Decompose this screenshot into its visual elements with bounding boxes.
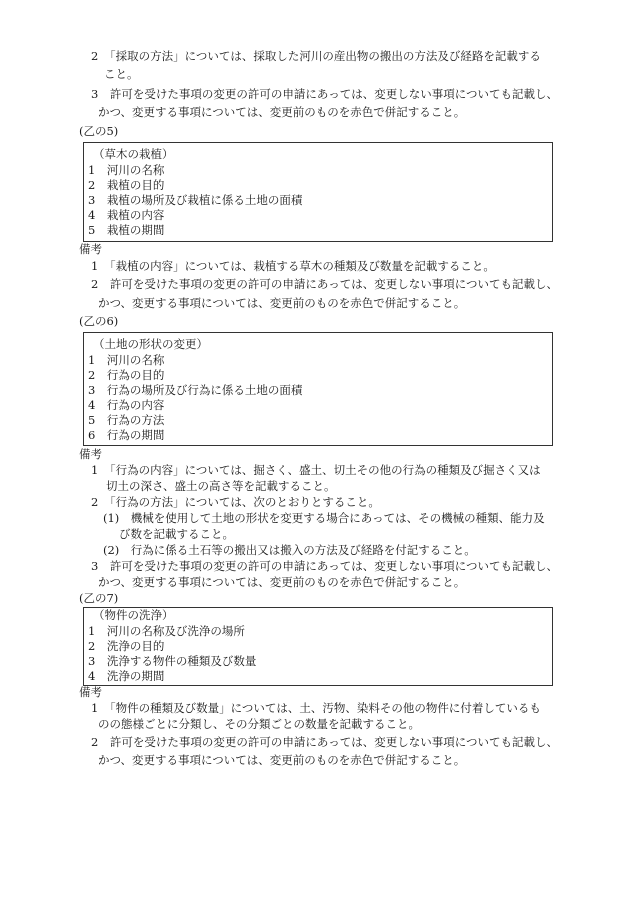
box-row: 1 河川の名称 [88, 163, 165, 177]
box-heading: （土地の形状の変更） [93, 337, 208, 351]
remark-line: 2 許可を受けた事項の変更の許可の申請にあっては、変更しない事項についても記載し、 [91, 277, 558, 291]
intro-item-2-line-2: こと。 [104, 67, 139, 81]
box-row: 1 河川の名称及び洗浄の場所 [88, 624, 245, 638]
form-box-land-shape [83, 332, 553, 446]
remark-line: かつ、変更する事項については、変更前のものを赤色で併記すること。 [98, 753, 466, 767]
remarks-title: 備考 [79, 685, 102, 699]
box-row: 5 行為の方法 [88, 413, 165, 427]
remark-line: (1) 機械を使用して土地の形状を変更する場合にあっては、その機械の種類、能力及 [103, 511, 545, 525]
intro-item-3-line-2: かつ、変更する事項については、変更前のものを赤色で併記すること。 [98, 105, 466, 119]
box-row: 4 洗浄の期間 [88, 669, 165, 683]
box-row: 3 行為の場所及び行為に係る土地の面積 [88, 383, 303, 397]
box-row: 6 行為の期間 [88, 428, 165, 442]
remark-line: 2 許可を受けた事項の変更の許可の申請にあっては、変更しない事項についても記載し、 [91, 735, 558, 749]
remark-line: 2 「行為の方法」については、次のとおりとすること。 [91, 495, 380, 509]
form-box-washing [83, 607, 553, 686]
remark-line: 1 「行為の内容」については、掘さく、盛土、切土その他の行為の種類及び掘さく又は [91, 463, 541, 477]
section-label: (乙の6) [79, 314, 119, 328]
box-row: 2 栽植の目的 [88, 178, 165, 192]
box-heading: （物件の洗浄） [93, 608, 174, 622]
remark-line: かつ、変更する事項については、変更前のものを赤色で併記すること。 [98, 575, 466, 589]
section-label: (乙の5) [79, 124, 119, 138]
intro-item-3-line-1: 3 許可を受けた事項の変更の許可の申請にあっては、変更しない事項についても記載し、 [91, 87, 558, 101]
remarks-title: 備考 [79, 447, 102, 461]
box-row: 2 行為の目的 [88, 368, 165, 382]
box-row: 1 河川の名称 [88, 353, 165, 367]
remark-line: のの態様ごとに分類し、その分類ごとの数量を記載すること。 [98, 717, 420, 731]
remark-line: び数を記載すること。 [119, 527, 234, 541]
box-row: 3 栽植の場所及び栽植に係る土地の面積 [88, 193, 303, 207]
box-row: 5 栽植の期間 [88, 223, 165, 237]
remarks-title: 備考 [79, 242, 102, 256]
box-heading: （草木の栽植） [93, 147, 174, 161]
form-box-planting [83, 142, 553, 242]
box-row: 2 洗浄の目的 [88, 639, 165, 653]
remark-line: 切土の深さ、盛土の高さ等を記載すること。 [106, 479, 336, 493]
intro-item-2-line-1: 2 「採取の方法」については、採取した河川の産出物の搬出の方法及び経路を記載する [91, 49, 541, 63]
remark-line: 1 「栽植の内容」については、栽植する草木の種類及び数量を記載すること。 [91, 259, 495, 273]
box-row: 3 洗浄する物件の種類及び数量 [88, 654, 257, 668]
remark-line: (2) 行為に係る土石等の搬出又は搬入の方法及び経路を付記すること。 [103, 543, 476, 557]
remark-line: かつ、変更する事項については、変更前のものを赤色で併記すること。 [98, 296, 466, 310]
remark-line: 3 許可を受けた事項の変更の許可の申請にあっては、変更しない事項についても記載し、 [91, 559, 558, 573]
section-label: (乙の7) [79, 591, 119, 605]
box-row: 4 行為の内容 [88, 398, 165, 412]
remark-line: 1 「物件の種類及び数量」については、土、汚物、染料その他の物件に付着しているも [91, 701, 541, 715]
box-row: 4 栽植の内容 [88, 208, 165, 222]
